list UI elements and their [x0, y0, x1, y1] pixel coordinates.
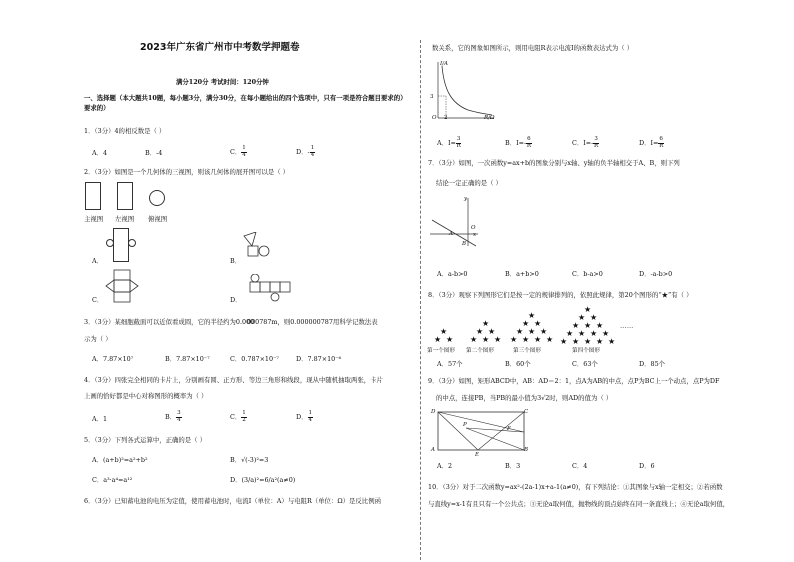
q9-label-p: P — [463, 422, 467, 428]
q9-stem-b: 的中点，连接PB，当PB的最小值为3√2时，则AD的值为（ ） — [436, 394, 613, 402]
svg-text:★: ★ — [566, 329, 574, 338]
svg-text:★: ★ — [434, 335, 442, 344]
q8-option-b: B．60个 — [505, 360, 531, 368]
column-divider — [420, 40, 421, 560]
svg-text:★: ★ — [482, 335, 490, 344]
svg-text:★: ★ — [440, 327, 448, 336]
q4-stem-b: 上画的恰好都是中心对称图形的概率为（ ） — [84, 392, 208, 400]
q4-option-a: A．1 — [92, 415, 108, 423]
q1-option-c: C． $\frac{1}{4}$ — [230, 145, 246, 158]
q6-stem: 6．（3分）已知蓄电池的电压为定值，使用蓄电池时，电流I（单位：A）与电阻R（单位：Ω）是反比例函 — [84, 497, 381, 505]
svg-text:★: ★ — [584, 337, 592, 346]
q9-option-c: C．4 — [572, 462, 588, 470]
q9-label-c: C — [524, 409, 529, 415]
q9-label-f: F — [507, 426, 511, 432]
q8-figure-4-label: 第四个图形 — [572, 348, 600, 354]
q7-option-c: C．b-a>0 — [572, 270, 603, 278]
svg-text:★: ★ — [534, 335, 542, 344]
q9-label-d: D — [431, 409, 436, 415]
q9-option-d: D．6 — [639, 462, 655, 470]
q1-option-a: A．4 — [92, 149, 108, 157]
q7-stem-b: 结论一定正确的是（ ） — [436, 179, 502, 187]
q8-option-a: A．57个 — [437, 360, 463, 368]
q9-stem-a: 9．（3分）如图，矩形ABCD中，AB：AD＝2：1，点A为AB的中点，点P为BC上一个动点，点P为DF — [428, 377, 720, 385]
q3-stem-a: 3．（3分）某细胞截面可以近似看成圆，它的半径约为0.000 — [84, 318, 255, 326]
q5-stem: 5．（3分）下列各式运算中，正确的是（ ） — [84, 436, 206, 444]
q7-y-axis-label: y — [464, 196, 468, 202]
q4-option-b: B． $\frac{3}{4}$ — [165, 410, 181, 423]
svg-text:★: ★ — [522, 319, 530, 328]
q5-option-d: D．(3/a)²=6/a²(a≠0) — [230, 476, 296, 484]
svg-text:★: ★ — [446, 335, 454, 344]
svg-text:★: ★ — [584, 321, 592, 330]
q3-option-d: D．7.87×10⁻⁶ — [296, 355, 342, 363]
q10-stem-b: 与直线y=x-1有且只有一个公共点；③无论a取何值，抛物线的顶点始终在同一条直线上；④无论a取何值， — [428, 500, 730, 508]
q6-option-c: C．I=- $\frac{3}{R}$ — [572, 136, 599, 149]
svg-text:★: ★ — [590, 313, 598, 322]
svg-text:★: ★ — [528, 311, 536, 320]
q6-option-b: B．I=- $\frac{6}{R}$ — [505, 136, 531, 149]
q7-option-d: D．-a-b>0 — [639, 270, 673, 278]
exam-title: 2023年广东省广州市中考数学押题卷 — [140, 42, 300, 53]
q8-ellipsis: …… — [620, 322, 634, 330]
q4-stem-a: 4．（3分）四张完全相同的卡片上，分别画有圆、正方形、等边三角形和线段，现从中随机抽取两张，卡片 — [84, 376, 383, 384]
q7-origin-label: O — [471, 225, 476, 231]
q6-option-d: D．I= $\frac{6}{R}$ — [639, 136, 664, 149]
q5-option-a: A．(a+b)²=a²+b² — [92, 456, 148, 464]
q8-figure-2-label: 第二个图形 — [466, 348, 494, 354]
q2-net-b-figure — [238, 232, 278, 262]
svg-text:★: ★ — [488, 327, 496, 336]
q1-stem: 1．（3分）4的相反数是（ ） — [84, 127, 166, 135]
svg-text:★: ★ — [602, 329, 610, 338]
q8-option-c: C．63个 — [572, 360, 598, 368]
q9-option-a: A．2 — [437, 462, 453, 470]
svg-text:★: ★ — [572, 337, 580, 346]
q8-option-d: D．85个 — [639, 360, 666, 368]
q2-net-c-figure — [104, 268, 140, 304]
q8-figure-1-label: 第一个图形 — [427, 348, 455, 354]
svg-text:★: ★ — [584, 305, 592, 314]
svg-text:★: ★ — [528, 327, 536, 336]
exam-info: 满分120分 考试时间：120分钟 — [176, 78, 269, 86]
svg-text:★: ★ — [590, 329, 598, 338]
q6-x-tick-label: 2 — [444, 115, 448, 121]
q7-point-a-label: A — [449, 231, 453, 237]
section-heading: 一、选择题（本大题共10题，每小题3分，满分30分，在每小题给出的四个选项中，只有一项是符合题目要求的） — [84, 94, 407, 102]
svg-text:★: ★ — [596, 337, 604, 346]
svg-text:★: ★ — [494, 335, 502, 344]
q5-option-c: C．a³·a⁴=a¹² — [92, 476, 133, 484]
q4-option-d: D． $\frac{1}{4}$ — [296, 410, 313, 423]
q3-stem-c: 示为（ ） — [84, 335, 112, 343]
q6-y-tick-label: 3 — [430, 94, 434, 100]
svg-text:★: ★ — [608, 337, 616, 346]
q10-stem-a: 10．（3分）对于二次函数y=ax²-(2a-1)x+a-1(a≠0)，有下列结论：①其图象与x轴一定相交；②若函数 — [428, 483, 723, 491]
q3-option-c: C．0.787×10⁻⁷ — [230, 355, 279, 363]
q2-option-b: B． — [230, 257, 242, 265]
q2-stem: 2．（3分）如图是一个几何体的三视图，则该几何体的展开图可以是（ ） — [84, 168, 290, 176]
q6-stem-cont: 数关系，它的图象如图所示，则用电阻R表示电流I的函数表达式为（ ） — [432, 44, 634, 52]
svg-text:★: ★ — [540, 327, 548, 336]
q6-origin-label: O — [432, 115, 437, 121]
front-view-label: 主视图 — [84, 215, 104, 223]
q6-y-axis-label: I/A — [440, 61, 448, 67]
q5-option-b: B．√(-3)²=3 — [230, 456, 269, 464]
svg-text:★: ★ — [470, 335, 478, 344]
q2-net-a-circle-right — [128, 239, 136, 247]
q2-option-a: A． — [92, 257, 104, 265]
q9-rectangle-figure — [430, 406, 530, 458]
svg-text:★: ★ — [578, 329, 586, 338]
section-heading-cont: 要求的） — [84, 104, 110, 112]
svg-text:★: ★ — [572, 321, 580, 330]
q2-net-d-figure — [240, 274, 294, 304]
q6-option-a: A．I= $\frac{3}{R}$ — [437, 136, 461, 149]
q9-label-e: E — [475, 452, 480, 458]
q3-stem-b: 000787m，则0.000000787用科学记数法表 — [247, 318, 378, 326]
q9-label-b: B — [524, 447, 529, 453]
svg-text:★: ★ — [482, 319, 490, 328]
q8-star-pattern — [428, 304, 628, 348]
q6-x-axis-label: R/Ω — [484, 115, 495, 121]
q7-x-axis-label: x — [473, 232, 477, 238]
q1-option-d: D．- $\frac{1}{4}$ — [296, 145, 315, 158]
q3-option-a: A．7.87×10⁷ — [92, 355, 134, 363]
svg-text:★: ★ — [510, 335, 518, 344]
q2-net-a-body — [113, 228, 129, 262]
q2-net-a-circle-left — [106, 239, 114, 247]
svg-text:★: ★ — [534, 319, 542, 328]
q3-option-b: B．7.87×10⁻⁷ — [165, 355, 210, 363]
q7-point-b-label: B — [462, 241, 467, 247]
svg-text:★: ★ — [516, 327, 524, 336]
q7-option-a: A．a-b>0 — [437, 270, 468, 278]
svg-text:★: ★ — [476, 327, 484, 336]
q9-option-b: B．3 — [505, 462, 521, 470]
svg-text:★: ★ — [578, 313, 586, 322]
top-view-figure — [149, 190, 165, 206]
q1-option-b: B．-4 — [145, 149, 163, 157]
svg-text:★: ★ — [546, 335, 554, 344]
q2-option-c: C． — [92, 296, 104, 304]
side-view-figure — [117, 182, 133, 210]
q7-stem-a: 7．（3分）如图，一次函数y=ax+b的图象分别与x轴、y轴的负半轴相交于A、B，则下列 — [428, 159, 680, 167]
q4-option-c: C． $\frac{1}{2}$ — [230, 410, 246, 423]
front-view-figure — [85, 182, 101, 210]
top-view-label: 俯视图 — [148, 215, 168, 223]
q7-option-b: B．a+b>0 — [505, 270, 539, 278]
q2-option-d: D． — [230, 296, 242, 304]
svg-text:★: ★ — [560, 337, 568, 346]
q9-label-a: A — [431, 447, 435, 453]
svg-text:★: ★ — [596, 321, 604, 330]
svg-text:★: ★ — [522, 335, 530, 344]
q8-stem: 8．（3分）观察下列图形它们是按一定的规律排列的，依照此规律，第20个图形的“★”有（ ） — [428, 291, 693, 299]
side-view-label: 左视图 — [115, 215, 135, 223]
q8-figure-3-label: 第三个图形 — [513, 348, 541, 354]
q7-linear-graph — [428, 194, 480, 248]
